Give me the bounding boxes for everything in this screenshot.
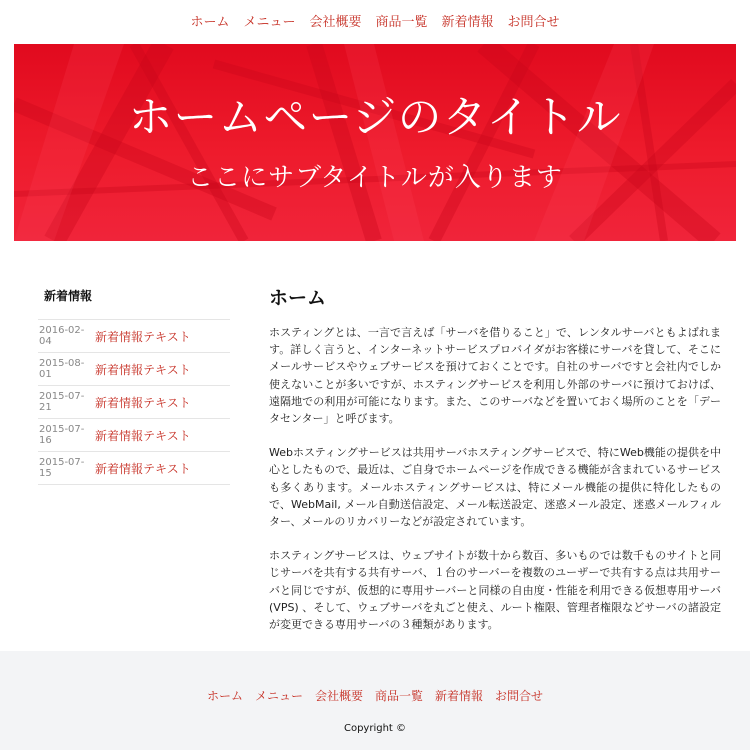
news-date: 2015-07-16 — [39, 424, 85, 446]
nav-link-company[interactable]: 会社概要 — [309, 14, 362, 30]
news-link[interactable]: 新着情報テキスト — [95, 461, 191, 476]
hero-banner — [14, 44, 736, 241]
footer-link-contact[interactable]: お問合せ — [495, 689, 544, 703]
news-date: 2015-07-15 — [39, 457, 85, 479]
nav-link-news[interactable]: 新着情報 — [441, 14, 494, 30]
footer-link-news[interactable]: 新着情報 — [435, 689, 484, 703]
news-list — [38, 320, 230, 485]
nav-link-contact[interactable]: お問合せ — [507, 14, 560, 30]
news-item — [38, 320, 230, 353]
news-link[interactable]: 新着情報テキスト — [95, 329, 191, 344]
hero-subtitle: ここにサブタイトルが入ります — [187, 163, 563, 193]
body-paragraph: Webホスティングサービスは共用サーバホスティングサービスで、特にWeb機能の提供を中心としたもので、最近は、ご自身でホームページを作成できる機能が含まれているサービスも多くあります。メールホスティングサービスは、特にメール機能の提供に特化したもので、WebMail, メール自動送信設定、メール転送設定、迷惑メール設定、迷惑メールフィルター、メールのリカバリーなどが設定されています。 — [269, 446, 721, 529]
main-content — [269, 286, 721, 650]
sidebar-heading: 新着情報 — [38, 288, 230, 320]
footer-navigation — [0, 687, 750, 704]
nav-link-menu[interactable]: メニュー — [243, 14, 296, 30]
footer-link-home[interactable]: ホーム — [206, 689, 243, 703]
news-link[interactable]: 新着情報テキスト — [95, 395, 191, 410]
news-item — [38, 452, 230, 485]
copyright: Copyright © — [343, 723, 407, 734]
news-date: 2016-02-04 — [39, 325, 85, 347]
footer — [0, 651, 750, 750]
nav-link-products[interactable]: 商品一覧 — [375, 14, 428, 30]
news-item — [38, 419, 230, 452]
news-item — [38, 353, 230, 386]
hero-title: ホームページのタイトル — [128, 92, 622, 143]
footer-link-menu[interactable]: メニュー — [254, 689, 303, 703]
footer-link-products[interactable]: 商品一覧 — [375, 689, 424, 703]
top-navigation — [0, 0, 750, 44]
footer-link-company[interactable]: 会社概要 — [314, 689, 363, 703]
news-link[interactable]: 新着情報テキスト — [95, 362, 191, 377]
news-sidebar — [38, 288, 230, 485]
body-paragraph: ホスティングサービスは、ウェブサイトが数十から数百、多いものでは数千ものサイトと同じサーバを共有する共有サーバ、１台のサーバーを複数のユーザーで共有する点は共用サーバと同じですが、仮想的に専用サーバーと同様の自由度・性能を利用できる仮想専用サーバ(VPS) 、そして、ウェブサーバを丸ごと使え、ルート権限、管理者権限などサーバの諸設定が変更できる専用サーバの３種類があります。 — [269, 549, 721, 632]
body-paragraph: ホスティングとは、一言で言えば「サーバを借りること」で、レンタルサーバともよばれます。詳しく言うと、インターネットサービスプロバイダがお客様にサーバを貸して、そこにメールサービスやウェブサービスを預けておくことです。自社のサーバですと会社内でしか使えないことが多いですが、ホスティングサービスを利用し外部のサーバに預けておけば、遠隔地での利用が可能になります。また、このサーバなどを置いておく場所のことを「データセンター」と呼びます。 — [269, 326, 721, 426]
nav-link-home[interactable]: ホーム — [190, 14, 230, 30]
news-date: 2015-08-01 — [39, 358, 85, 380]
news-item — [38, 386, 230, 419]
page-title: ホーム — [269, 287, 327, 309]
news-link[interactable]: 新着情報テキスト — [95, 428, 191, 443]
news-date: 2015-07-21 — [39, 391, 85, 413]
